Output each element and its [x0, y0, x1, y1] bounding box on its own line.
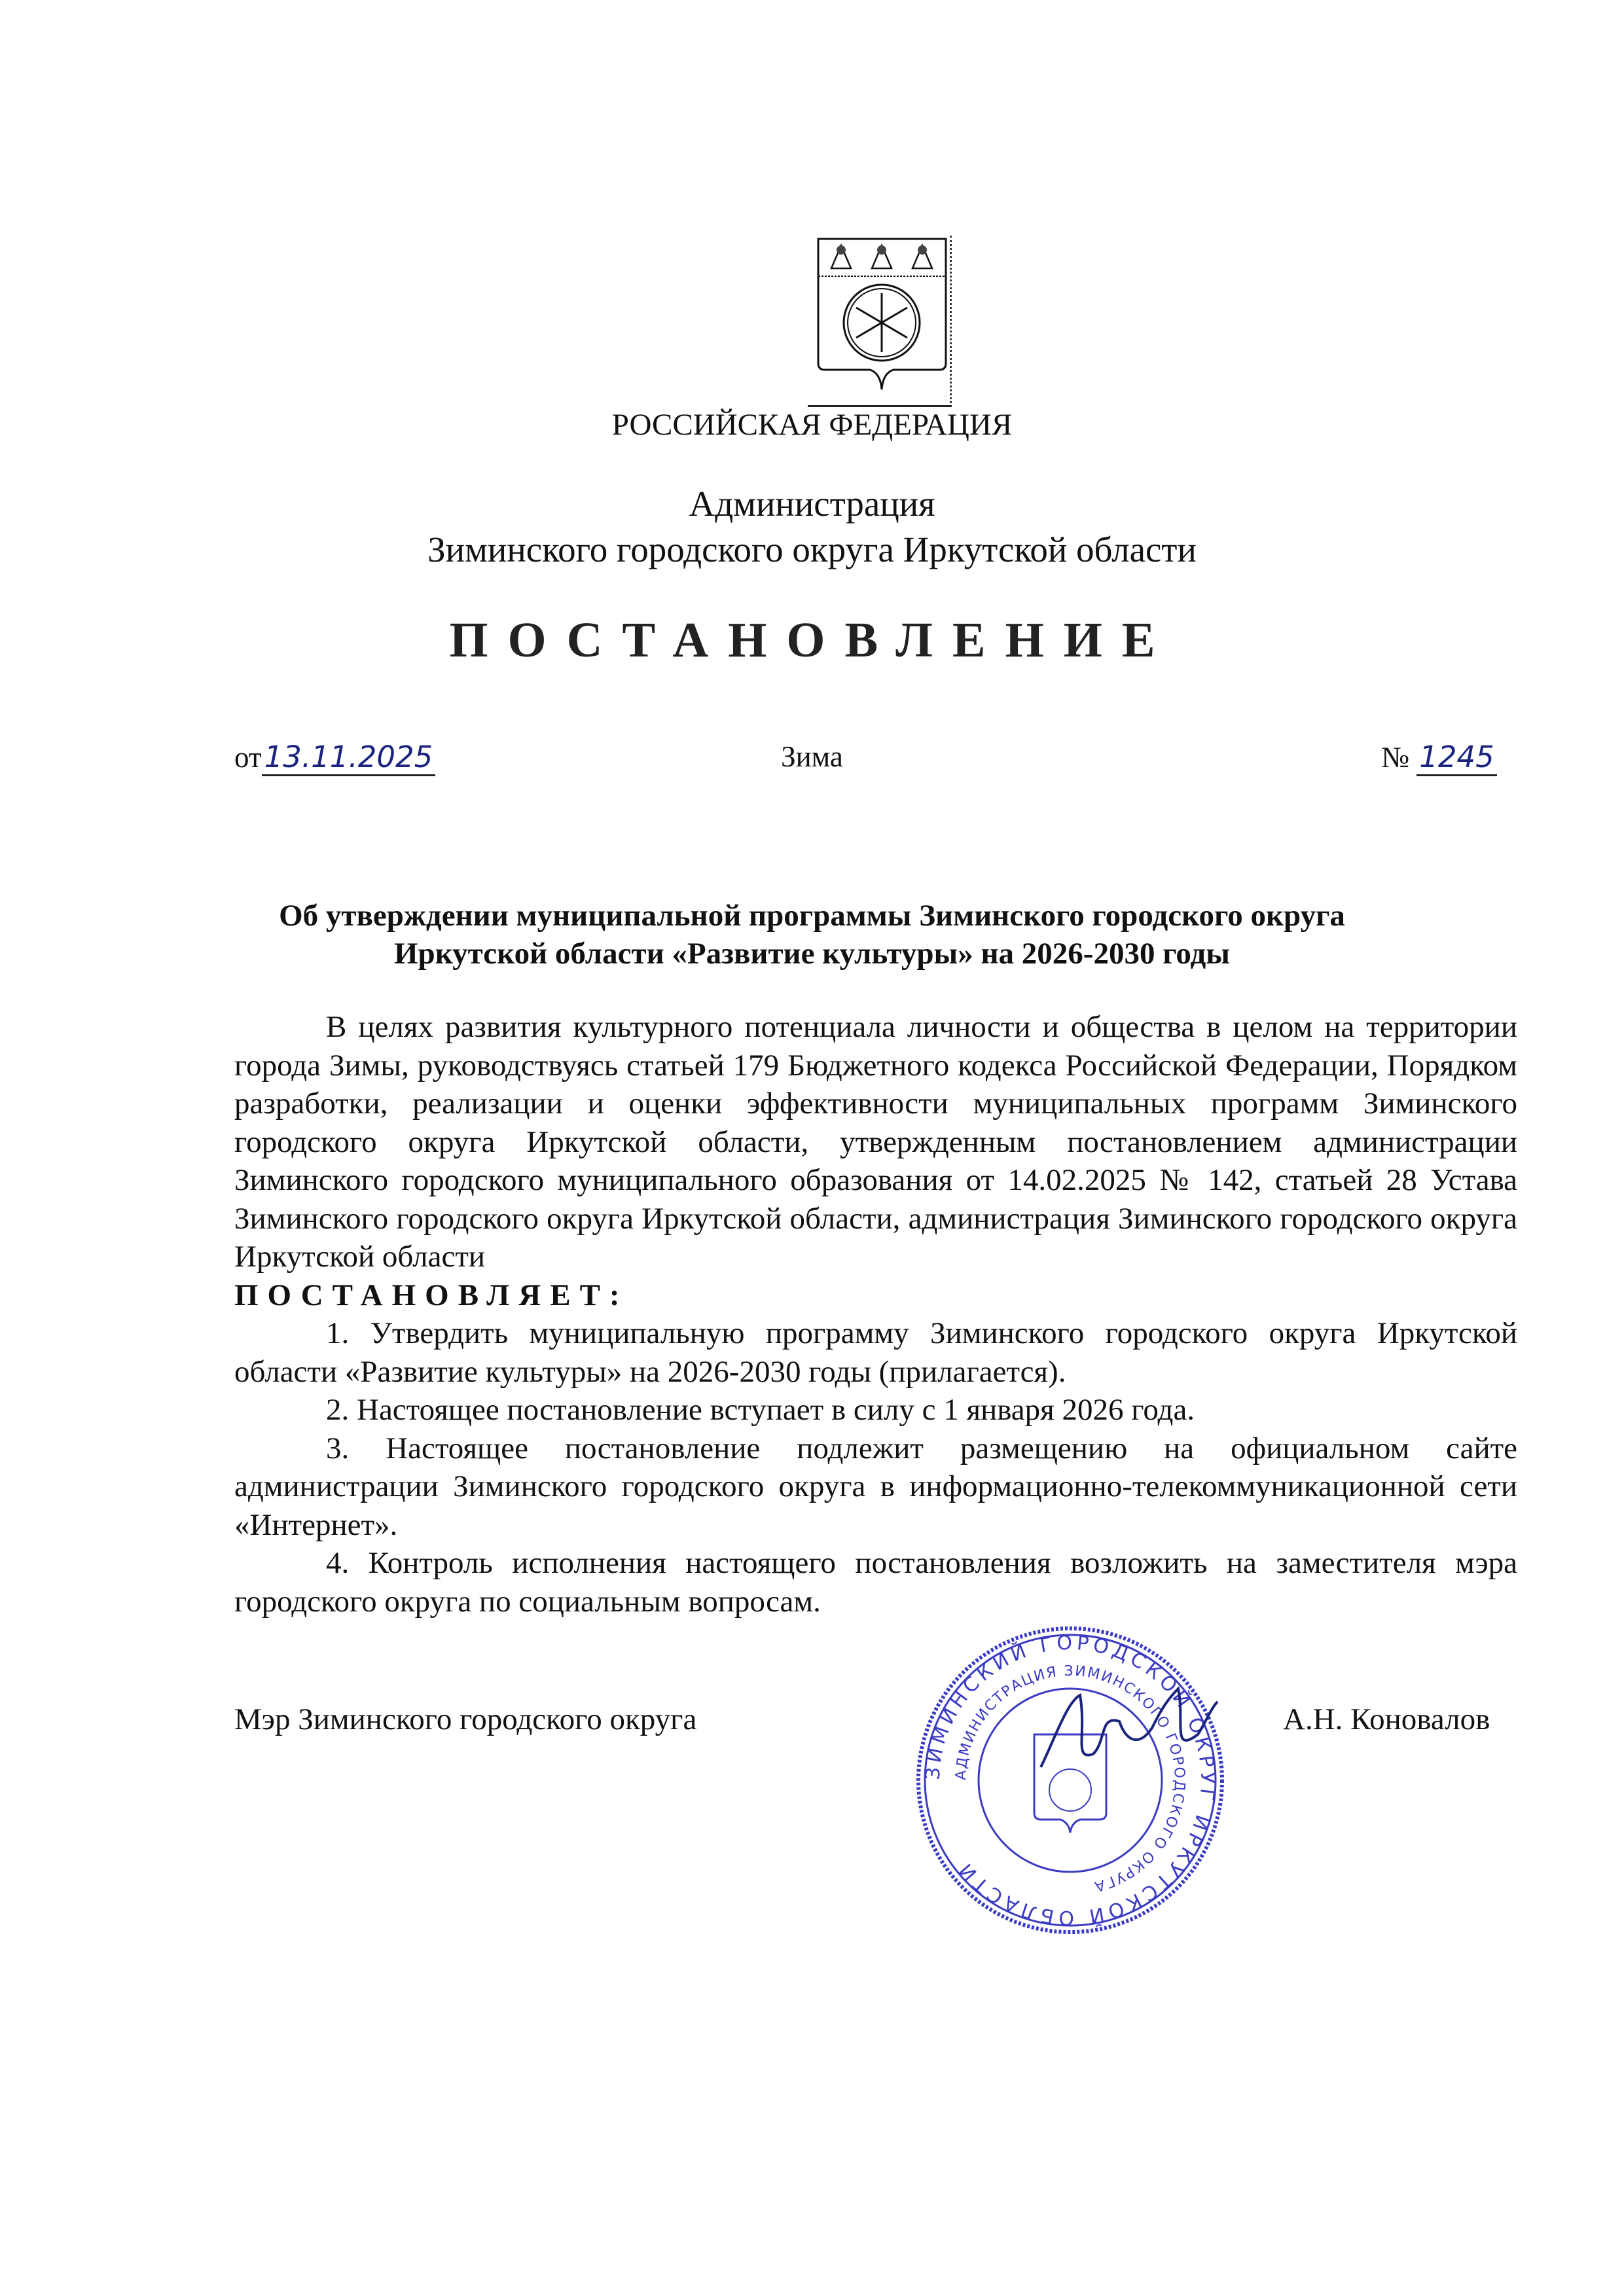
signatory-name: А.Н. Коновалов — [1283, 1702, 1490, 1736]
handwritten-signature-icon — [1028, 1662, 1224, 1793]
document-type-heading: ПОСТАНОВЛЕНИЕ — [449, 613, 1175, 668]
resolution-item: 2. Настоящее постановление вступает в силу с 1 января 2026 года. — [326, 1393, 1195, 1427]
title-line-1: Об утверждении муниципальной программы Зиминского городского округа — [279, 899, 1345, 933]
stamp-inner-text: АДМИНИСТРАЦИЯ ЗИМИНСКОГО ГОРОДСКОГО ОКРУГА — [952, 1662, 1188, 1895]
administration-subheading: Зиминского городского округа Иркутской области — [427, 529, 1197, 569]
resolution-item: 1. Утвердить муниципальную программу Зиминского городского округа Иркутской области «Развитие культуры» на 2026-2030 годы (прилагается). — [234, 1316, 1517, 1389]
resolves-heading: ПОСТАНОВЛЯЕТ: — [234, 1278, 629, 1312]
resolution-item: 3. Настоящее постановление подлежит размещению на официальном сайте администрации Зиминского городского округа в информационно-телекоммуникационной сети «Интернет». — [234, 1431, 1517, 1542]
document-city: Зима — [781, 740, 843, 773]
country-heading: РОССИЙСКАЯ ФЕДЕРАЦИЯ — [611, 408, 1013, 442]
document-body — [234, 1008, 1517, 1621]
date-prefix: от — [234, 741, 262, 774]
number-prefix: № — [1381, 741, 1409, 774]
coat-of-arms-icon — [815, 236, 949, 393]
signatory-position: Мэр Зиминского городского округа — [234, 1702, 697, 1736]
resolution-item: 4. Контроль исполнения настоящего постановления возложить на заместителя мэра городского округа по социальным вопросам. — [234, 1546, 1517, 1619]
document-title — [0, 897, 1624, 973]
stamp-outer-text: ЗИМИНСКИЙ ГОРОДСКОЙ ОКРУГ ИРКУТСКОЙ ОБЛАСТИ — [921, 1631, 1219, 1929]
document-number — [1381, 740, 1497, 776]
number-value: 1245 — [1416, 740, 1497, 776]
administration-heading: Администрация — [689, 484, 935, 524]
preamble-paragraph: В целях развития культурного потенциала личности и общества в целом на территории города Зимы, руководствуясь статьей 179 Бюджетного кодекса Российской Федерации, Порядком разработки, реализации и оценки эффективности муниципальных программ Зиминского городского округа Иркутской области, утвержденным постановлением администрации Зиминского городского муниципального образования от 14.02.2025 № 142, статьей 28 Устава Зиминского городского округа Иркутской области, администрация Зиминского городского округа Иркутской области — [234, 1010, 1517, 1274]
date-value: 13.11.2025 — [262, 740, 436, 776]
title-line-2: Иркутской области «Развитие культуры» на 2026-2030 годы — [394, 937, 1230, 971]
